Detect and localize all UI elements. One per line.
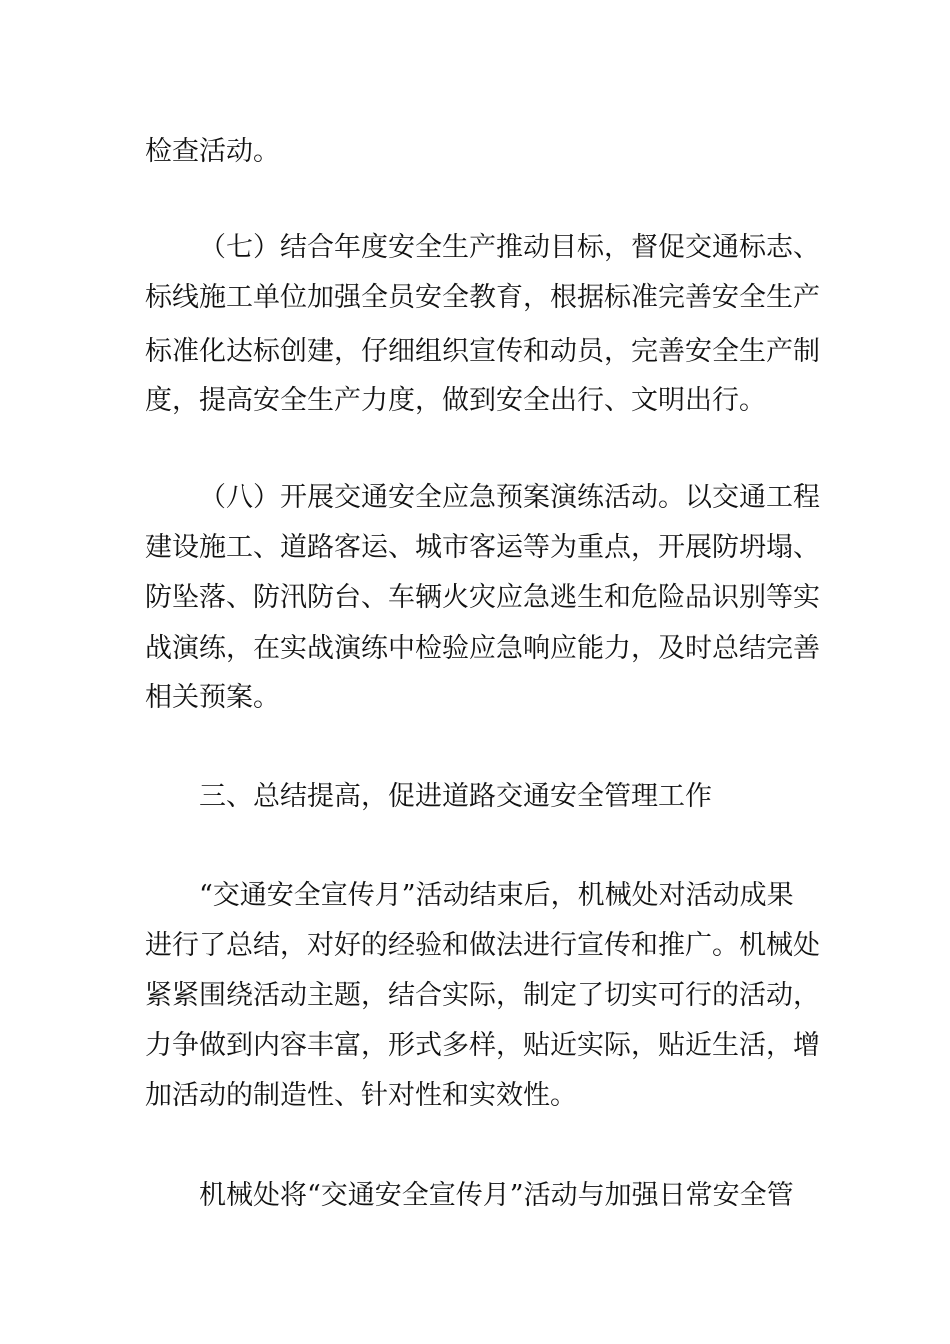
text-line: 紧紧围绕活动主题，结合实际，制定了切实可行的活动，	[145, 980, 820, 1011]
text-line: 标线施工单位加强全员安全教育，根据标准完善安全生产	[145, 282, 820, 313]
text-line: 加活动的制造性、针对性和实效性。	[145, 1080, 577, 1111]
text-line: （七）结合年度安全生产推动目标，督促交通标志、	[199, 232, 820, 263]
text-line: 建设施工、道路客运、城市客运等为重点，开展防坍塌、	[145, 532, 820, 563]
text-line: 战演练，在实战演练中检验应急响应能力，及时总结完善	[145, 633, 820, 664]
text-line: 相关预案。	[145, 682, 280, 713]
text-line: 进行了总结，对好的经验和做法进行宣传和推广。机械处	[145, 930, 820, 961]
text-line: 力争做到内容丰富，形式多样，贴近实际，贴近生活，增	[145, 1030, 820, 1061]
section-heading: 三、总结提高，促进道路交通安全管理工作	[199, 781, 712, 812]
text-line: 标准化达标创建，仔细组织宣传和动员，完善安全生产制	[145, 336, 820, 367]
text-line: 度，提高安全生产力度，做到安全出行、文明出行。	[145, 385, 766, 416]
text-line: 机械处将“交通安全宣传月”活动与加强日常安全管	[199, 1180, 794, 1211]
text-line: 检查活动。	[145, 136, 280, 167]
text-line: “交通安全宣传月”活动结束后，机械处对活动成果	[199, 880, 794, 911]
text-line: （八）开展交通安全应急预案演练活动。以交通工程	[199, 482, 820, 513]
text-line: 防坠落、防汛防台、车辆火灾应急逃生和危险品识别等实	[145, 582, 820, 613]
